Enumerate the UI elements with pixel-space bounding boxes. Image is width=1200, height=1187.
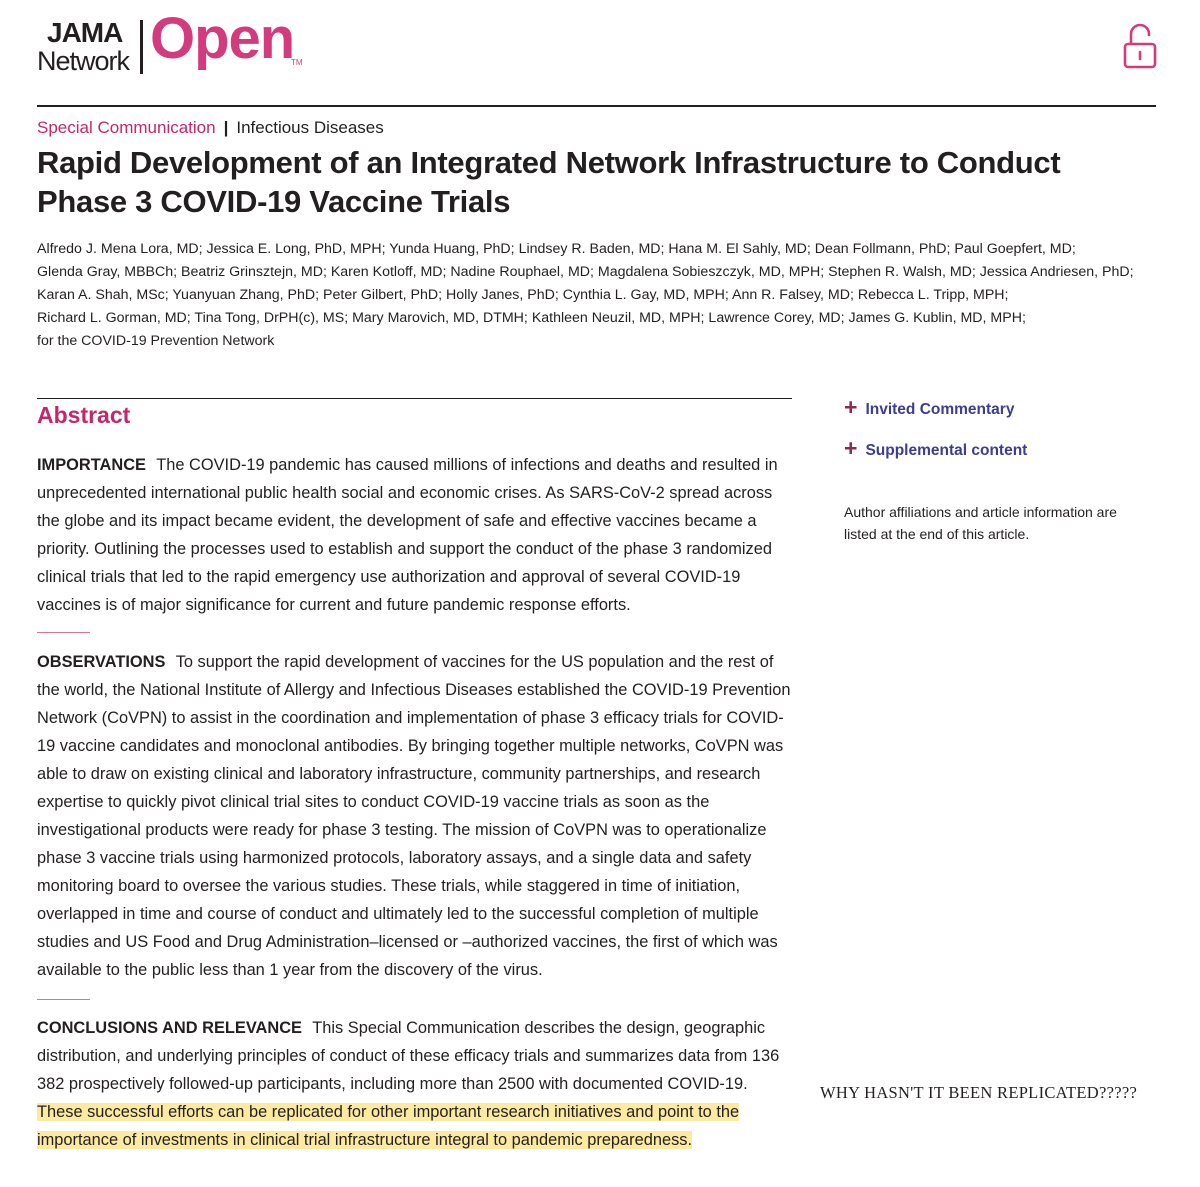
annotation-text: WHY HASN'T IT BEEN REPLICATED?????	[820, 1083, 1138, 1102]
observations-text: To support the rapid development of vaccines for the US population and the rest of the world, the National Institute of Allergy and Infectious Diseases established the COVID-19 Prevention Network (CoVPN) to assist in the coordination and implementation of phase 3 efficacy trials for COVID-19 vaccine candidates and monoclonal antibodies. By bringing together multiple networks, CoVPN was able to draw on existing clinical and laboratory infrastructure, community partnerships, and research expertise to quickly pivot clinical trial sites to conduct COVID-19 vaccine trials as soon as the investigational products were ready for phase 3 testing. The mission of CoVPN was to operationalize phase 3 vaccine trials using harmonized protocols, laboratory assays, and a single data and safety monitoring board to oversee the various studies. These trials, while staggered in time of initiation, overlapped in time and course of conduct and ultimately led to the successful completion of multiple studies and US Food and Drug Administration–licensed or –authorized vaccines, the first of which was available to the public less than 1 year from the discovery of the virus.	[37, 653, 791, 979]
author-line: Richard L. Gorman, MD; Tina Tong, DrPH(c), MS; Mary Marovich, MD, DTMH; Kathleen Neuzil, MD, MPH; Lawrence Corey, MD; James G. Kublin, MD, MPH;	[37, 310, 1026, 326]
plus-icon: +	[844, 435, 858, 461]
invited-commentary-link[interactable]	[844, 393, 1014, 420]
author-line: Glenda Gray, MBBCh; Beatriz Grinsztejn, MD; Karen Kotloff, MD; Nadine Rouphael, MD; Magdalena Sobieszczyk, MD, MPH; Stephen R. Walsh, MD; Jessica Andriesen, PhD;	[37, 264, 1134, 280]
logo-open-text: Open	[150, 6, 295, 71]
section-divider	[37, 632, 90, 633]
abstract-importance	[37, 451, 797, 619]
logo-jama-text: JAMA	[47, 17, 123, 48]
category-separator: |	[223, 118, 229, 137]
header-rule	[37, 105, 1156, 107]
author-line: Alfredo J. Mena Lora, MD; Jessica E. Long, PhD, MPH; Yunda Huang, PhD; Lindsey R. Baden, MD; Hana M. El Sahly, MD; Dean Follmann, PhD; Paul Goepfert, MD;	[37, 241, 1076, 257]
importance-label: IMPORTANCE	[37, 456, 146, 474]
conclusions-label: CONCLUSIONS AND RELEVANCE	[37, 1019, 302, 1037]
abstract-rule	[37, 398, 792, 399]
highlighted-text: These successful efforts can be replicated for other important research initiatives and point to the importance of investments in clinical trial infrastructure integral to pandemic preparedness.	[37, 1103, 740, 1149]
author-list	[37, 238, 1167, 353]
conclusions-text: This Special Communication describes the design, geographic distribution, and underlying principles of conduct of these efficacy trials and summarizes data from 136 382 prospectively followed-up participants, including more than 2500 with documented COVID-19.	[37, 1019, 780, 1093]
affiliations-note: Author affiliations and article information are listed at the end of this article.	[844, 504, 1117, 542]
observations-label: OBSERVATIONS	[37, 653, 166, 671]
supplemental-content-label: Supplemental content	[865, 442, 1028, 459]
invited-commentary-label: Invited Commentary	[865, 401, 1015, 418]
author-group: for the COVID-19 Prevention Network	[37, 333, 275, 349]
unlock-icon	[1122, 22, 1158, 70]
importance-text: The COVID-19 pandemic has caused millions of infections and deaths and resulted in unprecedented international public health social and economic crises. As SARS-CoV-2 spread across the globe and its impact became evident, the development of safe and effective vaccines became a priority. Outlining the processes used to establish and support the conduct of the phase 3 randomized clinical trials that led to the rapid emergency use authorization and approval of several COVID-19 vaccines is of major significance for current and future pandemic response efforts.	[37, 456, 778, 614]
author-line: Karan A. Shah, MSc; Yuanyuan Zhang, PhD; Peter Gilbert, PhD; Holly Janes, PhD; Cynthia L. Gay, MD, MPH; Ann R. Falsey, MD; Rebecca L. Tripp, MPH;	[37, 287, 1009, 303]
abstract-heading: Abstract	[37, 402, 131, 428]
logo-trademark: TM	[291, 58, 303, 67]
article-type[interactable]: Special Communication	[37, 118, 216, 137]
section-divider	[37, 999, 90, 1000]
plus-icon: +	[844, 394, 858, 420]
article-category	[37, 118, 384, 138]
article-title: Rapid Development of an Integrated Network Infrastructure to Conduct Phase 3 COVID-19 Vaccine Trials	[37, 145, 1061, 219]
abstract-observations	[37, 648, 797, 984]
supplemental-content-link[interactable]	[844, 434, 1027, 461]
logo-divider	[140, 20, 143, 74]
abstract-conclusions	[37, 1014, 797, 1154]
article-topic[interactable]: Infectious Diseases	[236, 118, 384, 137]
logo-network-text: Network	[37, 46, 130, 76]
